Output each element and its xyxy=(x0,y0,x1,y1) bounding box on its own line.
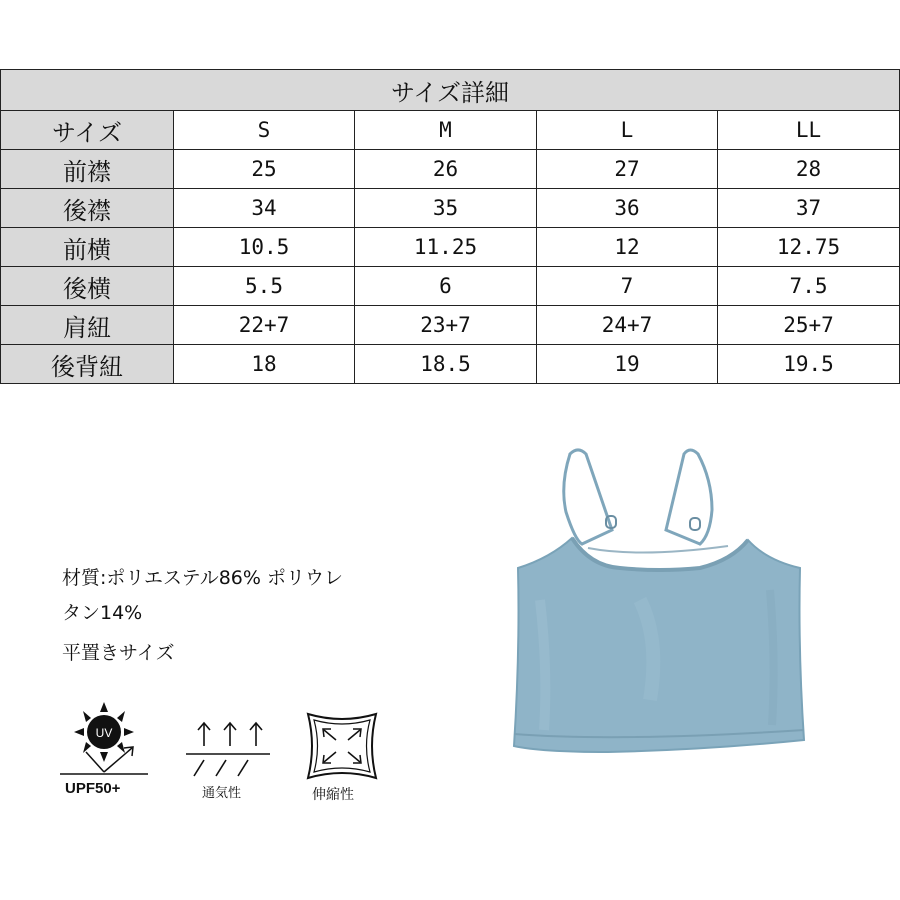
table-cell: 18.5 xyxy=(355,345,537,384)
table-row xyxy=(1,150,900,189)
table-cell: 7 xyxy=(537,267,718,306)
upf-label: UPF50+ xyxy=(65,780,121,797)
stretch-square-icon xyxy=(302,710,382,782)
sun-uv-icon xyxy=(58,700,153,780)
table-cell: 18 xyxy=(174,345,355,384)
table-cell: 35 xyxy=(355,189,537,228)
table-cell: 12.75 xyxy=(718,228,900,267)
table-title: サイズ詳細 xyxy=(1,70,900,111)
table-header-row xyxy=(1,111,900,150)
table-cell: 34 xyxy=(174,189,355,228)
table-cell: 19.5 xyxy=(718,345,900,384)
table-cell: 36 xyxy=(537,189,718,228)
breathable-feature xyxy=(182,718,274,800)
table-cell: 10.5 xyxy=(174,228,355,267)
table-title-row xyxy=(1,70,900,111)
table-row xyxy=(1,189,900,228)
table-cell: 25 xyxy=(174,150,355,189)
uv-badge: UV xyxy=(95,726,113,740)
table-cell: 6 xyxy=(355,267,537,306)
size-header: M xyxy=(355,111,537,150)
size-header: LL xyxy=(718,111,900,150)
table-cell: 7.5 xyxy=(718,267,900,306)
row-label: 後背紐 xyxy=(1,345,174,384)
table-cell: 26 xyxy=(355,150,537,189)
row-label: 後襟 xyxy=(1,189,174,228)
table-cell: 25+7 xyxy=(718,306,900,345)
camisole-top-image xyxy=(500,440,840,760)
table-cell: 19 xyxy=(537,345,718,384)
size-table xyxy=(0,69,900,384)
table-cell: 28 xyxy=(718,150,900,189)
table-cell: 23+7 xyxy=(355,306,537,345)
table-row xyxy=(1,306,900,345)
stretch-feature xyxy=(302,710,382,805)
table-cell: 22+7 xyxy=(174,306,355,345)
table-cell: 37 xyxy=(718,189,900,228)
table-cell: 11.25 xyxy=(355,228,537,267)
table-cell: 5.5 xyxy=(174,267,355,306)
table-cell: 27 xyxy=(537,150,718,189)
table-row xyxy=(1,345,900,384)
header-label: サイズ xyxy=(1,111,174,150)
table-row xyxy=(1,267,900,306)
size-header: S xyxy=(174,111,355,150)
stretch-label: 伸縮性 xyxy=(312,787,354,803)
material-line-1: 材質:ポリエステル86% ポリウレ xyxy=(62,567,343,589)
breathable-arrows-icon xyxy=(182,718,274,780)
row-label: 前襟 xyxy=(1,150,174,189)
row-label: 前横 xyxy=(1,228,174,267)
table-cell: 12 xyxy=(537,228,718,267)
table-cell: 24+7 xyxy=(537,306,718,345)
table-row xyxy=(1,228,900,267)
material-line-2: タン14% xyxy=(62,602,143,624)
breathable-label: 通気性 xyxy=(202,786,242,801)
row-label: 後横 xyxy=(1,267,174,306)
flat-size-note: 平置きサイズ xyxy=(62,642,175,664)
size-header: L xyxy=(537,111,718,150)
upf-feature xyxy=(58,700,153,800)
row-label: 肩紐 xyxy=(1,306,174,345)
